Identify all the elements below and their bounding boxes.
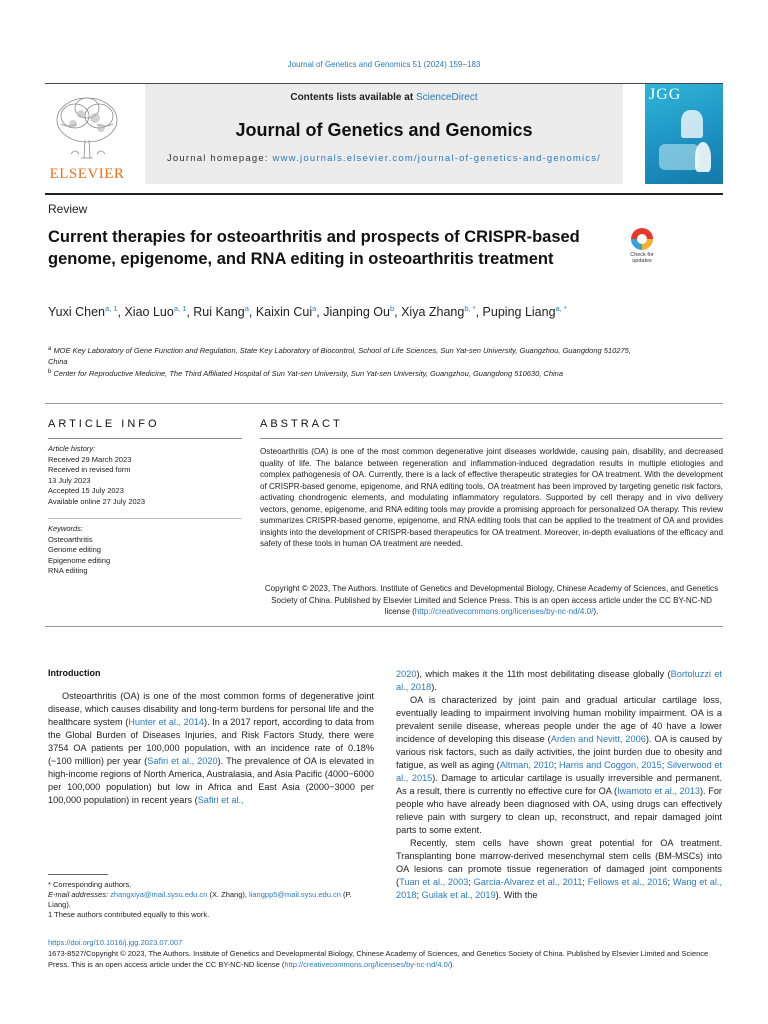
reference-link[interactable]: Safiri et al., (197, 795, 244, 805)
cover-figure-shape (695, 142, 711, 172)
article-title: Current therapies for osteoarthritis and prospects of CRISPR-based genome, epigenome, and RNA editing in osteoarthritis treatment (48, 228, 580, 268)
paragraph: Osteoarthritis (OA) is one of the most common forms of degenerative joint disease, which causes disability and long-term burdens for personal life and the healthcare system (Hunter et al., 2014). In a 2017 report, according to data from the Global Burden of Diseases Injuries, and Risk Factors Study, there were 3754 OA patients per 100,000 population, with an incidence rate of 0.18% (~100 million) per year (Safiri et al., 2020). The prevalence of OA is elevated in high-income regions of North America, Australasia, and Asia Pacific (4000−6000 per 100,000 population) but low in Africa and East Asia (2000−3000 per 100,000 population) in recent years (Safiri et al., (48, 691, 374, 805)
history-item: 13 July 2023 (48, 475, 91, 485)
contents-prefix: Contents lists available at (290, 92, 416, 103)
reference-link[interactable]: Safiri et al., 2020 (147, 756, 218, 766)
footnotes (48, 880, 374, 920)
reference-link[interactable]: Iwamoto et al., 2013 (617, 786, 700, 796)
section-heading-introduction: Introduction (48, 668, 101, 678)
email-link[interactable]: liangpp5@mail.sysu.edu.cn (249, 890, 341, 899)
reference-link[interactable]: Altman, 2010 (499, 760, 554, 770)
article-history (48, 444, 242, 507)
elsevier-tree-icon (51, 94, 123, 164)
cover-mark: JGG (649, 86, 682, 103)
homepage-link[interactable]: www.journals.elsevier.com/journal-of-genetics-and-genomics/ (272, 153, 602, 164)
author[interactable]: Kaixin Cui$^a$ (255, 304, 317, 319)
reference-link[interactable]: Harris and Coggon, 2015 (559, 760, 662, 770)
abstract-copyright: Copyright © 2023, The Authors. Institute of Genetics and Developmental Biology, Chinese Academy of Sciences, and Genetics Society of China. Published by Elsevier Limited and Science Press. This is an open access article under the CC BY-NC-ND license (http://creativecommons.org/licenses/by-nc-nd/4.0/). (264, 584, 719, 616)
affiliations (48, 344, 648, 379)
reference-link[interactable]: Tuan et al., 2003 (399, 877, 469, 887)
license-link[interactable]: http://creativecommons.org/licenses/by-nc-nd/4.0/ (414, 607, 594, 616)
masthead (45, 84, 723, 184)
body-column-left (48, 690, 374, 807)
license-link[interactable]: http://creativecommons.org/licenses/by-nc-nd/4.0/ (284, 959, 450, 969)
elsevier-wordmark: ELSEVIER (49, 166, 125, 182)
reference-link[interactable]: Silverwood et al., 2015 (396, 760, 723, 783)
divider (48, 438, 242, 439)
contents-line (145, 92, 623, 103)
reference-link[interactable]: Arden and Nevitt, 2006 (550, 734, 646, 744)
journal-homepage (165, 152, 603, 165)
doi-link[interactable]: https://doi.org/10.1016/j.jgg.2023.07.007 (48, 938, 183, 947)
keyword: Genome editing (48, 545, 101, 554)
paragraph: 2020), which makes it the 11th most debilitating disease globally (Bortoluzzi et al., 2018). (396, 669, 722, 692)
divider (260, 438, 723, 439)
author[interactable]: Jianping Ou$^b$ (323, 304, 395, 319)
history-item: Available online 27 July 2023 (48, 496, 146, 506)
reference-link[interactable]: Guilak et al., 2019 (421, 890, 496, 900)
keywords-label: Keywords: (48, 524, 84, 533)
author[interactable]: Xiya Zhang$^{b, *}$ (401, 304, 476, 319)
author[interactable]: Rui Kang$^a$ (193, 304, 249, 319)
history-label: Article history: (48, 444, 96, 453)
author[interactable]: Yuxi Chen$^{a, 1}$ (48, 304, 118, 319)
elsevier-logo (45, 94, 129, 186)
keyword: RNA editing (48, 566, 88, 575)
affiliation: $^a$ MOE Key Laboratory of Gene Function and Regulation, State Key Laboratory of Biocontrol, School of Life Sciences, Sun Yat-sen University, Guangzhou, Guangdong 510275, China (48, 346, 631, 366)
crossmark-icon (631, 228, 653, 250)
article-info-heading: ARTICLE INFO (48, 418, 160, 430)
abstract-text: Osteoarthritis (OA) is one of the most common degenerative joint diseases worldwide, causing pain, disability, and decreased quality of life. The balance between regeneration and inflammation-induced degradation results in multiple etiologies and complex pathogenesis of OA. Currently, there is a lack of effective therapeutic strategies for OA treatment. With the development of CRISPR-based genome, epigenome, and RNA editing tools, OA treatment has been improved by targeting genetic risk factors, activating chondrogenic elements, and modulating inflammatory regulators. Supported by cell therapy and in vivo delivery vectors, genome, epigenome, and RNA editing tools may provide a promising approach for personalized OA therapy. This review summarizes CRISPR-based genome, epigenome, and RNA editing tools that can be applied to the treatment of OA and provides insights into the development of CRISPR-based therapeutics for OA treatment. Moreover, in-depth evaluations of the efficacy and safety of these tools in human OA treatment are needed. (260, 447, 723, 548)
cover-figure-shape (681, 110, 703, 138)
masthead-bottom-rule (45, 193, 723, 195)
abstract-heading: ABSTRACT (260, 418, 343, 430)
body-column-right (396, 668, 722, 902)
homepage-prefix: Journal homepage: (166, 153, 273, 164)
history-item: Received 29 March 2023 (48, 454, 132, 464)
legal-notice: 1673-8527/Copyright © 2023, The Authors. Institute of Genetics and Developmental Biology, Chinese Academy of Sciences, and Genetics Society of China. Published by Elsevier Limited and Science Press. This is an open access article under the CC BY-NC-ND license (http://creativecommons.org/licenses/by-nc-nd/4.0/). (48, 949, 709, 969)
reference-link[interactable]: Bortoluzzi et al., 2018 (396, 669, 722, 692)
reference-link[interactable]: Fellows et al., 2016 (587, 877, 668, 887)
divider (45, 626, 723, 627)
author[interactable]: Puping Liang$^{a, *}$ (482, 304, 567, 319)
reference-link[interactable]: Garcia-Alvarez et al., 2011 (473, 877, 583, 887)
divider (45, 403, 723, 404)
affiliation: $^b$ Center for Reproductive Medicine, The Third Affiliated Hospital of Sun Yat-sen University, Sun Yat-sen University, Guangzhou, Guangdong 510630, China (48, 369, 564, 378)
history-item: Accepted 15 July 2023 (48, 486, 124, 495)
journal-cover-image[interactable] (645, 84, 723, 184)
reference-link[interactable]: Wang et al., 2018 (396, 877, 722, 900)
paragraph: Recently, stem cells have shown great potential for OA treatment. Transplanting bone marrow-derived mesenchymal stem cells (BM-MSCs) into OA lesions can promote tissue regeneration of damaged joint components (Tuan et al., 2003; Garcia-Alvarez et al., 2011; Fellows et al., 2016; Wang et al., 2018; Guilak et al., 2019). With the (396, 838, 722, 900)
email-link[interactable]: zhangxiya@mail.sysu.edu.cn (110, 890, 208, 899)
crossmark-label: Check for updates (630, 252, 654, 264)
reference-link[interactable]: Hunter et al., 2014 (128, 717, 205, 727)
footnote-corresponding: * Corresponding authors. (48, 880, 132, 889)
divider (48, 518, 242, 519)
footnote-emails: E-mail addresses: zhangxiya@mail.sysu.edu.cn (X. Zhang), liangpp5@mail.sysu.edu.cn (P. Liang). (48, 890, 352, 909)
author-list: Yuxi Chen$^{a, 1}$, Xiao Luo$^{a, 1}$, Rui Kang$^a$, Kaixin Cui$^a$, Jianping Ou$^b$, Xiya Zhang$^{b, *}$, Puping Liang$^{a, *}$ (48, 304, 567, 319)
keywords (48, 524, 242, 577)
footnote-rule (48, 874, 108, 875)
cover-figure-shape (659, 144, 699, 170)
masthead-center (145, 84, 623, 184)
sciencedirect-link[interactable]: ScienceDirect (415, 92, 478, 103)
keyword: Osteoarthritis (48, 534, 93, 544)
reference-link[interactable]: 2020 (396, 669, 417, 679)
article-type: Review (48, 202, 88, 216)
footnote-equal-contribution: 1 These authors contributed equally to this work. (48, 910, 210, 919)
history-item: Received in revised form (48, 465, 131, 474)
keyword: Epigenome editing (48, 555, 111, 565)
paragraph: OA is characterized by joint pain and gradual articular cartilage loss, eventually leading to impairment involving human mobility impairment. OA is a prevalent senile disease, whereas people under the age of 40 have a lower incidence of developing this disease (Arden and Nevitt, 2006). OA is caused by various risk factors, such as daily activities, the joint burden due to obesity and fatigue, as well as aging (Altman, 2010; Harris and Coggon, 2015; Silverwood et al., 2015). Damage to articular cartilage is usually irreversible and permanent. As a result, there is currently no effective cure for OA (Iwamoto et al., 2013). For people who have already been diagnosed with OA, using drugs can effectively relieve pain with surgery to clean up, reconstruct, and repair damaged joint parts to some extent. (396, 695, 723, 835)
author[interactable]: Xiao Luo$^{a, 1}$ (124, 304, 187, 319)
crossmark-button[interactable] (624, 228, 660, 268)
journal-title: Journal of Genetics and Genomics (235, 120, 533, 140)
journal-citation[interactable]: Journal of Genetics and Genomics 51 (2024) 159−183 (287, 60, 481, 69)
